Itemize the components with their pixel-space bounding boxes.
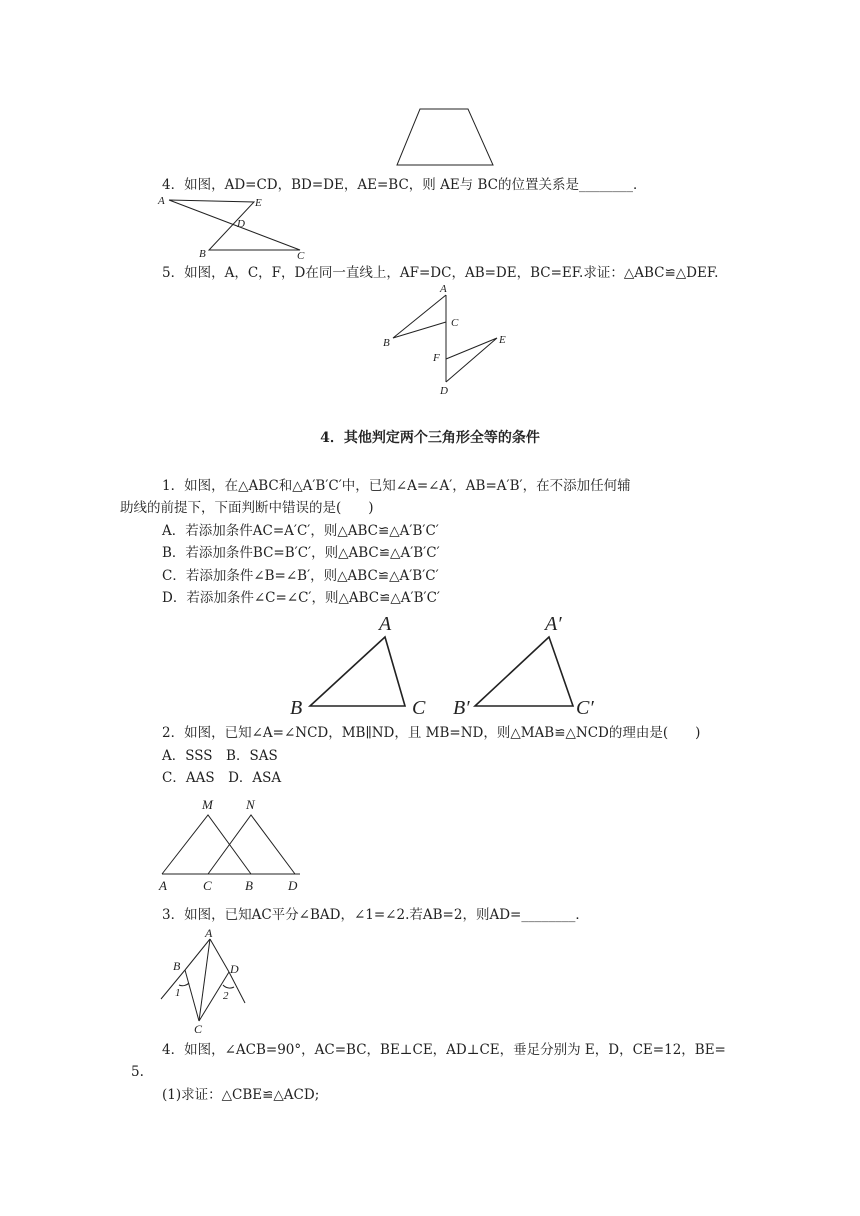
b-q1-figure [285,610,605,720]
label-D: D [230,962,239,976]
label-B: B [199,248,206,260]
b-q1-option-c: C．若添加条件∠B=∠B′，则△ABC≌△A′B′C′ [162,568,439,584]
label-B: B [173,959,181,973]
label-B: B [245,878,253,893]
b-q3-figure [155,925,265,1035]
label-C: C [203,878,212,893]
label-A: A [440,283,447,295]
label-A: A [158,195,165,207]
label-B: B [383,337,390,349]
label-M: M [202,797,213,812]
question-5-text: 5．如图，A，C，F，D在同一直线上，AF=DC，AB=DE，BC=EF.求证：△ABC≌△DEF. [162,265,719,281]
trapezoid-figure [390,105,500,167]
label-B-prime: B′ [453,697,470,719]
label-E: E [499,334,506,346]
q4-figure [158,192,318,262]
label-C: C [297,250,305,262]
label-A-prime: A′ [545,613,562,635]
label-E: E [255,197,262,209]
label-C-prime: C′ [576,697,594,719]
label-B: B [290,697,303,719]
label-C: C [194,1022,203,1036]
b-q1-option-b: B．若添加条件BC=B′C′，则△ABC≌△A′B′C′ [162,545,440,561]
label-D: D [237,218,245,230]
b-q4-sub1: (1)求证：△CBE≌△ACD; [162,1087,320,1103]
label-N: N [246,797,255,812]
question-4-text: 4．如图，AD=CD，BD=DE，AE=BC，则 AE与 BC的位置关系是________． [162,177,647,193]
b-q4-line1: 4．如图，∠ACB=90°，AC=BC，BE⊥CE，AD⊥CE，垂足分别为 E，D，CE=12，BE= [162,1042,726,1058]
triangle-abc-prime [475,637,573,706]
label-A: A [159,878,167,893]
section-title: 4．其他判定两个三角形全等的条件 [320,430,540,446]
label-A: A [379,613,392,635]
b-q1-line1: 1．如图，在△ABC和△A′B′C′中，已知∠A=∠A′，AB=A′B′，在不添加任何辅 [162,478,631,494]
b-q1-option-d: D．若添加条件∠C=∠C′，则△ABC≌△A′B′C′ [162,590,441,606]
q5-figure [380,282,515,400]
b-q2-options-2: C．AAS D．ASA [162,770,282,786]
b-q3-text: 3．如图，已知AC平分∠BAD，∠1=∠2.若AB=2，则AD=________． [162,907,589,923]
label-C: C [451,317,459,329]
b-q1-option-a: A．若添加条件AC=A′C′，则△ABC≌△A′B′C′ [162,523,439,539]
label-D: D [288,878,298,893]
b-q2-options-1: A．SSS B．SAS [162,748,278,764]
q4-lines [169,200,300,250]
trapezoid-shape [397,109,493,165]
label-C: C [412,697,426,719]
b-q2-text: 2．如图，已知∠A=∠NCD，MB∥ND，且 MB=ND，则△MAB≌△NCD的理由是( ) [162,725,701,741]
b-q1-line2: 助线的前提下，下面判断中错误的是( ) [120,500,374,516]
b-q2-figure [150,795,310,895]
triangle-abc [310,637,405,706]
label-F: F [433,352,440,364]
q5-lines [393,295,446,338]
label-1: 1 [175,987,181,999]
label-2: 2 [223,990,229,1002]
label-D: D [440,385,448,397]
label-A: A [205,926,213,940]
b-q4-line2: 5. [131,1064,144,1080]
